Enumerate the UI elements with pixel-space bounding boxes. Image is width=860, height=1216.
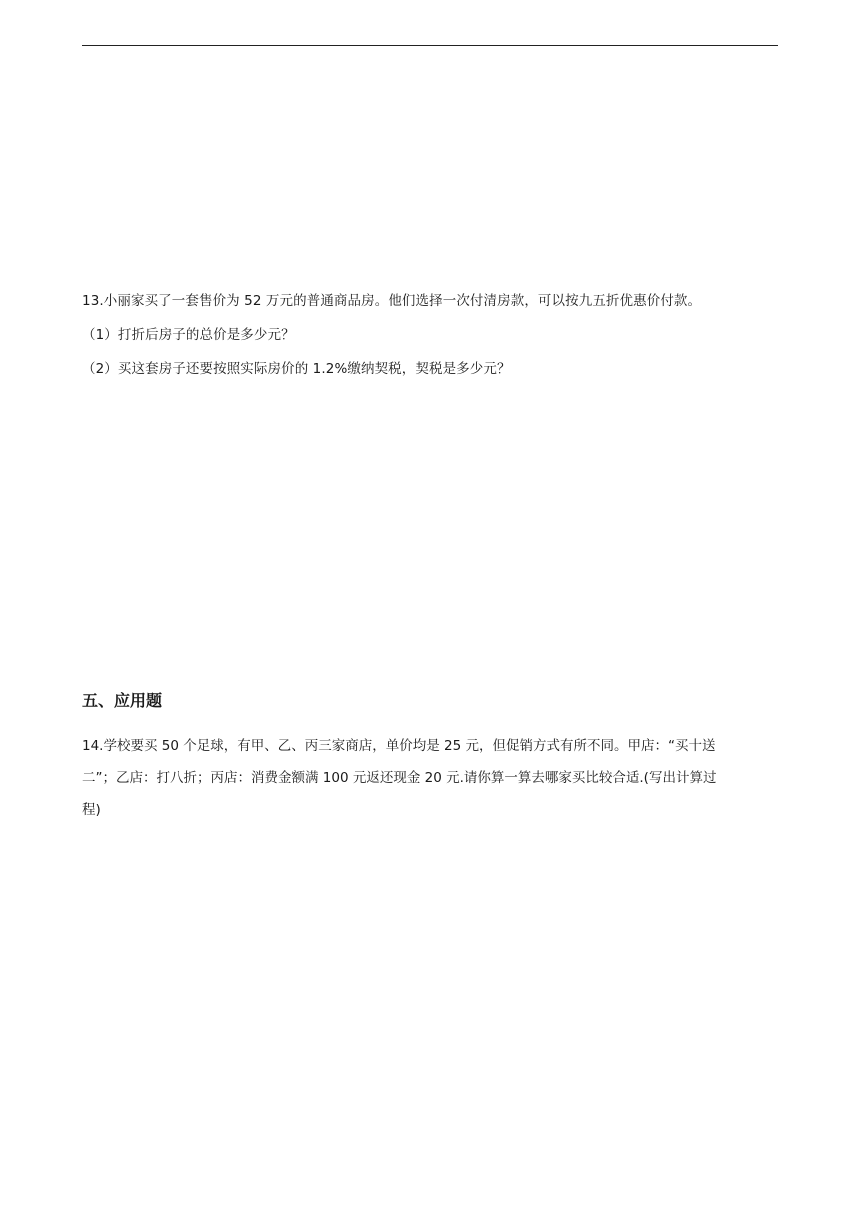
question-14-line-2: 二”；乙店：打八折；丙店：消费金额满 100 元返还现金 20 元.请你算一算去哪家买比较合适.(写出计算过 [82, 770, 717, 786]
question-13-stem: 13.小丽家买了一套售价为 52 万元的普通商品房。他们选择一次付清房款，可以按九五折优惠价付款。 [82, 293, 702, 309]
question-13-part-2: （2）买这套房子还要按照实际房价的 1.2%缴纳契税，契税是多少元？ [82, 361, 511, 377]
question-13-part-1: （1）打折后房子的总价是多少元？ [82, 327, 295, 343]
question-14-line-3: 程) [82, 802, 101, 818]
section-heading-application: 五、应用题 [82, 691, 163, 710]
question-14-line-1: 14.学校要买 50 个足球，有甲、乙、丙三家商店，单价均是 25 元，但促销方式有所不同。甲店：“买十送 [82, 738, 716, 754]
header-rule [82, 45, 778, 46]
